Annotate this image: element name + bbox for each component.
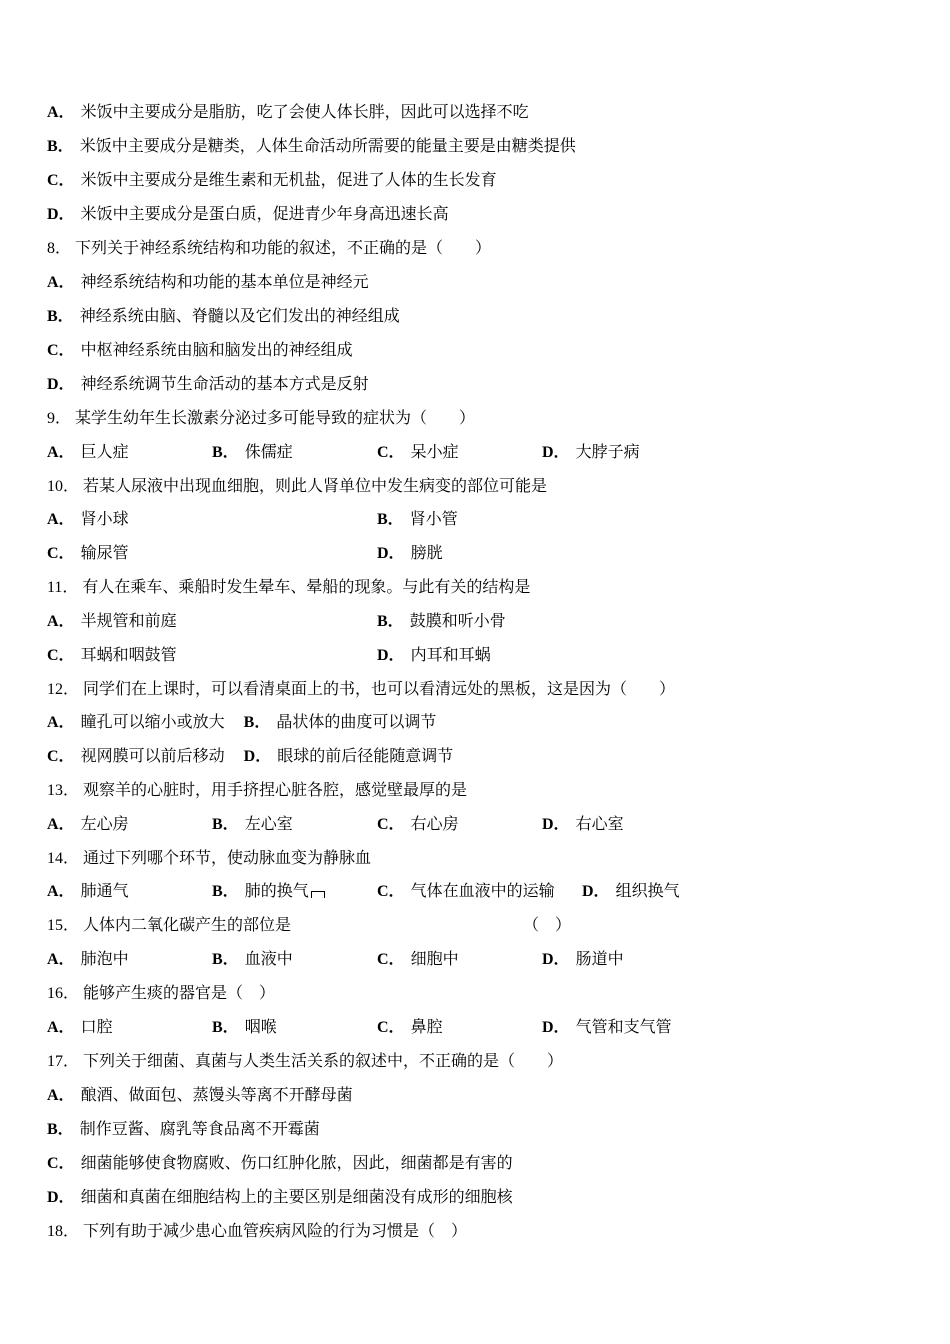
option-text: 大脖子病 xyxy=(575,442,640,461)
option-label: D． xyxy=(47,1189,75,1206)
option-label: C． xyxy=(377,883,405,900)
option-label: C． xyxy=(377,1019,405,1036)
q14-stem xyxy=(47,846,371,870)
option-text: 左心房 xyxy=(80,814,129,833)
q11-stem xyxy=(47,575,530,599)
question-number: 11． xyxy=(47,579,79,596)
question-number: 13． xyxy=(47,782,80,799)
question-text: 同学们在上课时，可以看清桌面上的书，也可以看清远处的黑板，这是因为（ ） xyxy=(83,679,676,698)
q11-option-c xyxy=(47,643,177,668)
option-text: 右心房 xyxy=(410,814,459,833)
option-text: 气体在血液中的运输 xyxy=(410,881,555,900)
option-label: A． xyxy=(47,104,75,121)
option-label: D． xyxy=(243,748,272,765)
q12-option-d xyxy=(244,746,454,765)
option-text: 血液中 xyxy=(244,949,293,968)
option-text: 细胞中 xyxy=(410,949,459,968)
option-text: 巨人症 xyxy=(80,442,129,461)
option-text: 肺的换气 xyxy=(244,881,309,900)
q10-stem xyxy=(47,474,547,498)
option-text: 咽喉 xyxy=(244,1017,277,1036)
q13-options-row xyxy=(47,812,907,836)
q16-option-b xyxy=(212,1015,277,1040)
q12-stem xyxy=(47,677,675,701)
option-label: C． xyxy=(47,342,75,359)
option-text: 视网膜可以前后移动 xyxy=(80,746,225,765)
q12-option-a xyxy=(47,712,225,731)
option-text: 鼓膜和听小骨 xyxy=(409,611,506,630)
option-text: 鼻腔 xyxy=(410,1017,443,1036)
question-text: 通过下列哪个环节，使动脉血变为静脉血 xyxy=(83,848,372,867)
option-label: D． xyxy=(542,951,570,968)
option-label: B． xyxy=(47,308,74,325)
option-text: 侏儒症 xyxy=(244,442,293,461)
option-text: 神经系统调节生命活动的基本方式是反射 xyxy=(80,374,369,393)
option-text: 半规管和前庭 xyxy=(80,611,177,630)
q12-options-row-1 xyxy=(47,710,436,734)
option-label: C． xyxy=(47,748,75,765)
q16-option-c xyxy=(377,1015,443,1040)
option-label: B． xyxy=(212,951,239,968)
q9-option-b xyxy=(212,440,293,465)
q9-option-d xyxy=(542,440,640,465)
option-label: D． xyxy=(47,206,75,223)
option-text: 内耳和耳蜗 xyxy=(410,645,491,664)
option-text: 肾小球 xyxy=(80,509,129,528)
option-text: 肺通气 xyxy=(80,881,129,900)
option-text: 细菌能够使食物腐败、伤口红肿化脓，因此，细菌都是有害的 xyxy=(80,1153,513,1172)
q10-option-d xyxy=(377,541,443,566)
option-label: D． xyxy=(377,647,405,664)
q9-option-c xyxy=(377,440,459,465)
option-label: B． xyxy=(212,1019,239,1036)
option-label: D． xyxy=(542,444,570,461)
answer-paren: （ ） xyxy=(523,915,572,934)
q10-option-a xyxy=(47,507,129,532)
option-label: D． xyxy=(542,1019,570,1036)
q17-stem xyxy=(47,1049,563,1073)
option-label: B． xyxy=(212,883,239,900)
option-label: D． xyxy=(582,883,610,900)
option-text: 组织换气 xyxy=(615,881,680,900)
option-text: 米饭中主要成分是蛋白质，促进青少年身高迅速长高 xyxy=(80,204,449,223)
q10-options-row-2 xyxy=(47,541,907,565)
question-text: 下列关于神经系统结构和功能的叙述，不正确的是（ ） xyxy=(75,238,492,257)
option-text: 耳蜗和咽鼓管 xyxy=(80,645,177,664)
option-text: 右心室 xyxy=(575,814,624,833)
option-text: 制作豆酱、腐乳等食品离不开霉菌 xyxy=(79,1119,320,1138)
option-text: 酿酒、做面包、蒸馒头等离不开酵母菌 xyxy=(80,1085,353,1104)
question-text: 下列关于细菌、真菌与人类生活关系的叙述中，不正确的是（ ） xyxy=(83,1051,564,1070)
option-label: C． xyxy=(377,951,405,968)
q9-options-row xyxy=(47,440,907,464)
question-number: 8． xyxy=(47,240,72,257)
option-text: 肾小管 xyxy=(409,509,458,528)
option-label: B． xyxy=(377,613,404,630)
q10-option-c xyxy=(47,541,129,566)
q17-option-d xyxy=(47,1185,513,1209)
option-label: A． xyxy=(47,883,75,900)
option-label: C． xyxy=(47,545,75,562)
q11-options-row-2 xyxy=(47,643,907,667)
q17-option-c xyxy=(47,1151,513,1175)
option-text: 米饭中主要成分是脂肪，吃了会使人体长胖，因此可以选择不吃 xyxy=(80,102,529,121)
question-text: 观察羊的心脏时，用手挤捏心脏各腔，感觉壁最厚的是 xyxy=(83,780,468,799)
q15-options-row xyxy=(47,947,907,971)
q16-options-row xyxy=(47,1015,907,1039)
q12-option-b xyxy=(244,712,437,731)
q7-option-a xyxy=(47,100,529,124)
option-label: A． xyxy=(47,951,75,968)
q13-option-d xyxy=(542,812,624,837)
question-text: 若某人尿液中出现血细胞，则此人肾单位中发生病变的部位可能是 xyxy=(83,476,548,495)
question-text: 能够产生痰的器官是（ ） xyxy=(83,983,276,1002)
stray-mark xyxy=(311,891,325,898)
q8-option-c xyxy=(47,338,353,362)
option-label: C． xyxy=(377,444,405,461)
question-number: 18． xyxy=(47,1223,80,1240)
option-text: 神经系统结构和功能的基本单位是神经元 xyxy=(80,272,369,291)
option-text: 眼球的前后径能随意调节 xyxy=(277,746,454,765)
option-text: 肺泡中 xyxy=(80,949,129,968)
option-label: A． xyxy=(47,511,75,528)
question-number: 16． xyxy=(47,985,80,1002)
q16-stem xyxy=(47,981,275,1005)
q13-option-a xyxy=(47,812,129,837)
q14-option-b xyxy=(212,879,325,904)
question-text: 人体内二氧化碳产生的部位是 xyxy=(83,915,292,934)
option-label: B． xyxy=(47,1121,74,1138)
option-text: 肠道中 xyxy=(575,949,624,968)
q14-option-d xyxy=(582,879,680,904)
question-text: 某学生幼年生长激素分泌过多可能导致的症状为（ ） xyxy=(75,408,476,427)
q15-option-d xyxy=(542,947,624,972)
q13-option-c xyxy=(377,812,459,837)
option-label: B． xyxy=(243,714,271,731)
question-number: 15． xyxy=(47,917,80,934)
option-text: 米饭中主要成分是维生素和无机盐，促进了人体的生长发育 xyxy=(80,170,497,189)
option-text: 膀胱 xyxy=(410,543,443,562)
q11-option-a xyxy=(47,609,177,634)
q12-option-c xyxy=(47,746,225,765)
question-number: 9． xyxy=(47,410,72,427)
q11-option-d xyxy=(377,643,491,668)
q8-option-a xyxy=(47,270,369,294)
question-number: 14． xyxy=(47,850,80,867)
q14-option-c xyxy=(377,879,555,904)
option-label: A． xyxy=(47,613,75,630)
option-label: A． xyxy=(47,1087,75,1104)
option-text: 输尿管 xyxy=(80,543,129,562)
q17-option-a xyxy=(47,1083,353,1107)
question-text: 下列有助于减少患心血管疾病风险的行为习惯是（ ） xyxy=(83,1221,468,1240)
option-label: B． xyxy=(47,138,74,155)
option-label: C． xyxy=(47,172,75,189)
q11-options-row-1 xyxy=(47,609,907,633)
q17-option-b xyxy=(47,1117,320,1141)
option-label: C． xyxy=(377,816,405,833)
option-text: 气管和支气管 xyxy=(575,1017,672,1036)
q7-option-d xyxy=(47,202,449,226)
question-number: 17． xyxy=(47,1053,80,1070)
option-label: C． xyxy=(47,1155,75,1172)
option-text: 呆小症 xyxy=(410,442,459,461)
q8-option-d xyxy=(47,372,369,396)
option-text: 瞳孔可以缩小或放大 xyxy=(80,712,225,731)
option-label: B． xyxy=(212,444,239,461)
option-label: A． xyxy=(47,444,75,461)
option-text: 细菌和真菌在细胞结构上的主要区别是细菌没有成形的细胞核 xyxy=(80,1187,513,1206)
q8-stem xyxy=(47,236,491,260)
option-text: 神经系统由脑、脊髓以及它们发出的神经组成 xyxy=(79,306,400,325)
option-label: D． xyxy=(47,376,75,393)
option-text: 晶状体的曲度可以调节 xyxy=(276,712,437,731)
option-label: A． xyxy=(47,816,75,833)
q16-option-a xyxy=(47,1015,113,1040)
q9-option-a xyxy=(47,440,129,465)
q8-option-b xyxy=(47,304,400,328)
q13-stem xyxy=(47,778,467,802)
q12-options-row-2 xyxy=(47,744,453,768)
option-label: C． xyxy=(47,647,75,664)
option-label: A． xyxy=(47,1019,75,1036)
option-label: D． xyxy=(377,545,405,562)
option-text: 口腔 xyxy=(80,1017,113,1036)
q11-option-b xyxy=(377,609,506,634)
q15-option-b xyxy=(212,947,293,972)
q18-stem xyxy=(47,1219,467,1243)
option-label: D． xyxy=(542,816,570,833)
q7-option-b xyxy=(47,134,576,158)
q16-option-d xyxy=(542,1015,672,1040)
option-label: B． xyxy=(212,816,239,833)
option-text: 中枢神经系统由脑和脑发出的神经组成 xyxy=(80,340,353,359)
option-text: 左心室 xyxy=(244,814,293,833)
q15-stem xyxy=(47,913,907,937)
option-label: B． xyxy=(377,511,404,528)
q7-option-c xyxy=(47,168,497,192)
q14-options-row xyxy=(47,879,907,903)
question-number: 12． xyxy=(47,681,80,698)
question-text: 有人在乘车、乘船时发生晕车、晕船的现象。与此有关的结构是 xyxy=(82,577,531,596)
question-number: 10． xyxy=(47,478,80,495)
q15-option-c xyxy=(377,947,459,972)
q14-option-a xyxy=(47,879,129,904)
q9-stem xyxy=(47,406,475,430)
q13-option-b xyxy=(212,812,293,837)
option-text: 米饭中主要成分是糖类，人体生命活动所需要的能量主要是由糖类提供 xyxy=(79,136,576,155)
q10-options-row-1 xyxy=(47,507,907,531)
q15-option-a xyxy=(47,947,129,972)
q10-option-b xyxy=(377,507,458,532)
option-label: A． xyxy=(47,274,75,291)
option-label: A． xyxy=(47,714,75,731)
